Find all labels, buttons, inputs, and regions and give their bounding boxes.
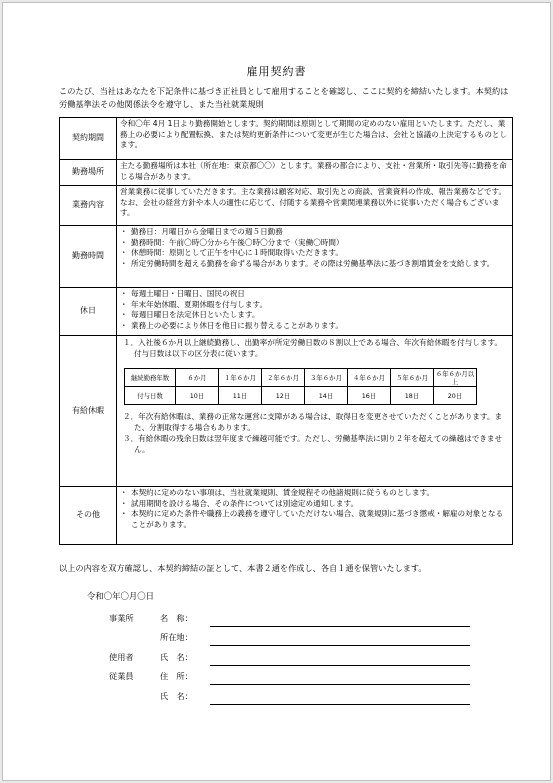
closing-paragraph: 以上の内容を双方確認し、本契約締結の証として、本書２通を作成し、各自１通を保管いたします。 bbox=[59, 563, 427, 573]
row-label-duties: 業務内容 bbox=[60, 186, 117, 226]
row-content-holidays bbox=[117, 288, 513, 336]
leave-table-days-row bbox=[125, 387, 477, 405]
leave-table-days-cell: 12日 bbox=[262, 387, 305, 405]
list-item: ・ 業務上の必要により休日を他日に振り替えることがあります。 bbox=[120, 321, 509, 332]
leave-table-header-cell: ３年６か月 bbox=[305, 369, 348, 387]
paid-leave-clause-3: ３．有給休暇の残余日数は翌年度まで繰越可能です。ただし、労働基準法に則り２年を超えての繰越はできません。 bbox=[123, 434, 503, 454]
list-item: ・ 本契約に定めのない事項は、当社就業規則、賃金規程その他諸規則に従うものとします。 bbox=[120, 488, 509, 499]
employer-address-field[interactable] bbox=[210, 645, 470, 646]
leave-table-header-cell: ６年６か月以上 bbox=[434, 369, 477, 387]
paid-leave-clause-1: １．入社後６か月以上継続勤務し、出勤率が所定労働日数の８割以上である場合、年次有給休暇を付与します。付与日数は以下の区分表に従います。 bbox=[123, 338, 503, 358]
employer-name-label: 名 称： bbox=[160, 613, 193, 623]
employee-name-field[interactable] bbox=[210, 704, 470, 705]
list-item: ・ 勤務時間：午前〇時〇分から午後〇時〇分まで（実働〇時間） bbox=[120, 238, 509, 249]
list-item: ・ 毎週日曜日を法定休日といたします。 bbox=[120, 310, 509, 321]
row-label-paid-leave: 有給休暇 bbox=[60, 336, 117, 487]
list-item: ・ 休憩時間：原則として正午を中心に１時間取得いただきます。 bbox=[120, 248, 509, 259]
leave-table-header-cell: 継続勤務年数 bbox=[125, 369, 176, 387]
row-paid-leave bbox=[60, 336, 513, 487]
row-content-other bbox=[117, 487, 513, 545]
leave-table-header-cell: ４年６か月 bbox=[348, 369, 391, 387]
row-content-working-hours bbox=[117, 226, 513, 288]
employer-role-label: 事業所 bbox=[109, 613, 134, 623]
contract-terms-table bbox=[59, 117, 513, 545]
row-label-working-hours: 勤務時間 bbox=[60, 226, 117, 288]
user-name-field[interactable] bbox=[210, 665, 470, 666]
list-item: ・ 毎週土曜日・日曜日、国民の祝日 bbox=[120, 289, 509, 300]
employer-name-field[interactable] bbox=[210, 626, 470, 627]
list-item: ・ 試用期間を設ける場合、その条件については別途定め通知します。 bbox=[120, 499, 509, 510]
list-item: ・ 所定労働時間を超える勤務を命ずる場合があります。その際は労働基準法に基づき割増賃金を支給します。 bbox=[120, 259, 509, 270]
row-label-contract-period: 契約期間 bbox=[60, 118, 117, 160]
user-name-label: 氏 名： bbox=[160, 652, 193, 662]
leave-table-days-cell: 14日 bbox=[305, 387, 348, 405]
row-content-paid-leave bbox=[117, 336, 513, 487]
document-title: 雇用契約書 bbox=[246, 65, 307, 78]
employee-address-label: 住 所： bbox=[160, 671, 193, 681]
row-label-work-location: 勤務場所 bbox=[60, 160, 117, 186]
leave-table-header-cell: １年６か月 bbox=[219, 369, 262, 387]
row-text-work-location: 主たる勤務場所は本社（所在地：東京都〇〇）とします。業務の都合により、支社・営業所・取引先等に勤務を命じる場合があります。 bbox=[117, 160, 513, 186]
leave-table-header-row bbox=[125, 369, 477, 387]
list-item: ・ 本契約に定めた条件や職務上の義務を遵守していただけない場合、就業規則に基づき懲戒・解雇の対象となることがあります。 bbox=[120, 509, 509, 530]
document-page bbox=[2, 2, 551, 781]
employee-role-label: 従業員 bbox=[109, 671, 134, 681]
employee-address-field[interactable] bbox=[210, 684, 470, 685]
leave-table-days-cell: 20日 bbox=[434, 387, 477, 405]
list-item: ・ 年末年始休暇、夏期休暇を付与します。 bbox=[120, 300, 509, 311]
list-item: ・ 勤務日：月曜日から金曜日までの週５日勤務 bbox=[120, 227, 509, 238]
row-duties bbox=[60, 186, 513, 226]
row-label-holidays: 休日 bbox=[60, 288, 117, 336]
leave-table-days-cell: 18日 bbox=[391, 387, 434, 405]
employee-name-label: 氏 名： bbox=[160, 691, 193, 701]
row-contract-period bbox=[60, 118, 513, 160]
row-text-contract-period: 令和〇年 4月 1日より勤務開始とします。契約期間は原則として期間の定めのない雇用といたします。ただし、業務上の必要により配置転換、または契約更新条件について変更が生じた場合は、会社と協議の上決定するものとします。 bbox=[117, 118, 513, 160]
leave-table-row-label: 付与日数 bbox=[125, 387, 176, 405]
leave-table-header-cell: ２年６か月 bbox=[262, 369, 305, 387]
row-working-hours bbox=[60, 226, 513, 288]
paid-leave-clause-2: ２．年次有給休暇は、業務の正常な運営に支障がある場合は、取得日を変更させていただくことがあります。また、分割取得する場合もあります。 bbox=[123, 412, 503, 432]
row-holidays bbox=[60, 288, 513, 336]
row-other bbox=[60, 487, 513, 545]
user-role-label: 使用者 bbox=[109, 652, 134, 662]
employer-address-label: 所在地： bbox=[160, 632, 193, 642]
leave-table-days-cell: 16日 bbox=[348, 387, 391, 405]
leave-table-days-cell: 11日 bbox=[219, 387, 262, 405]
leave-table-header-cell: ５年６か月 bbox=[391, 369, 434, 387]
row-text-duties: 営業業務に従事していただきます。主な業務は顧客対応、取引先との商談、営業資料の作成、報告業務などです。なお、会社の経営方針や本人の適性に応じて、付随する業務や営業関連業務以外に従事いただく場合もございます。 bbox=[117, 186, 513, 226]
row-work-location bbox=[60, 160, 513, 186]
leave-table-days-cell: 10日 bbox=[176, 387, 219, 405]
row-label-other: その他 bbox=[60, 487, 117, 545]
contract-date: 令和〇年〇月〇日 bbox=[87, 591, 154, 601]
leave-table-header-cell: ６か月 bbox=[176, 369, 219, 387]
leave-days-table bbox=[124, 368, 477, 405]
intro-paragraph: このたび、当社はあなたを下記条件に基づき正社員として雇用することを確認し、ここに契約を締結いたします。本契約は労働基準法その他関係法令を遵守し、また当社就業規則 bbox=[59, 86, 509, 109]
